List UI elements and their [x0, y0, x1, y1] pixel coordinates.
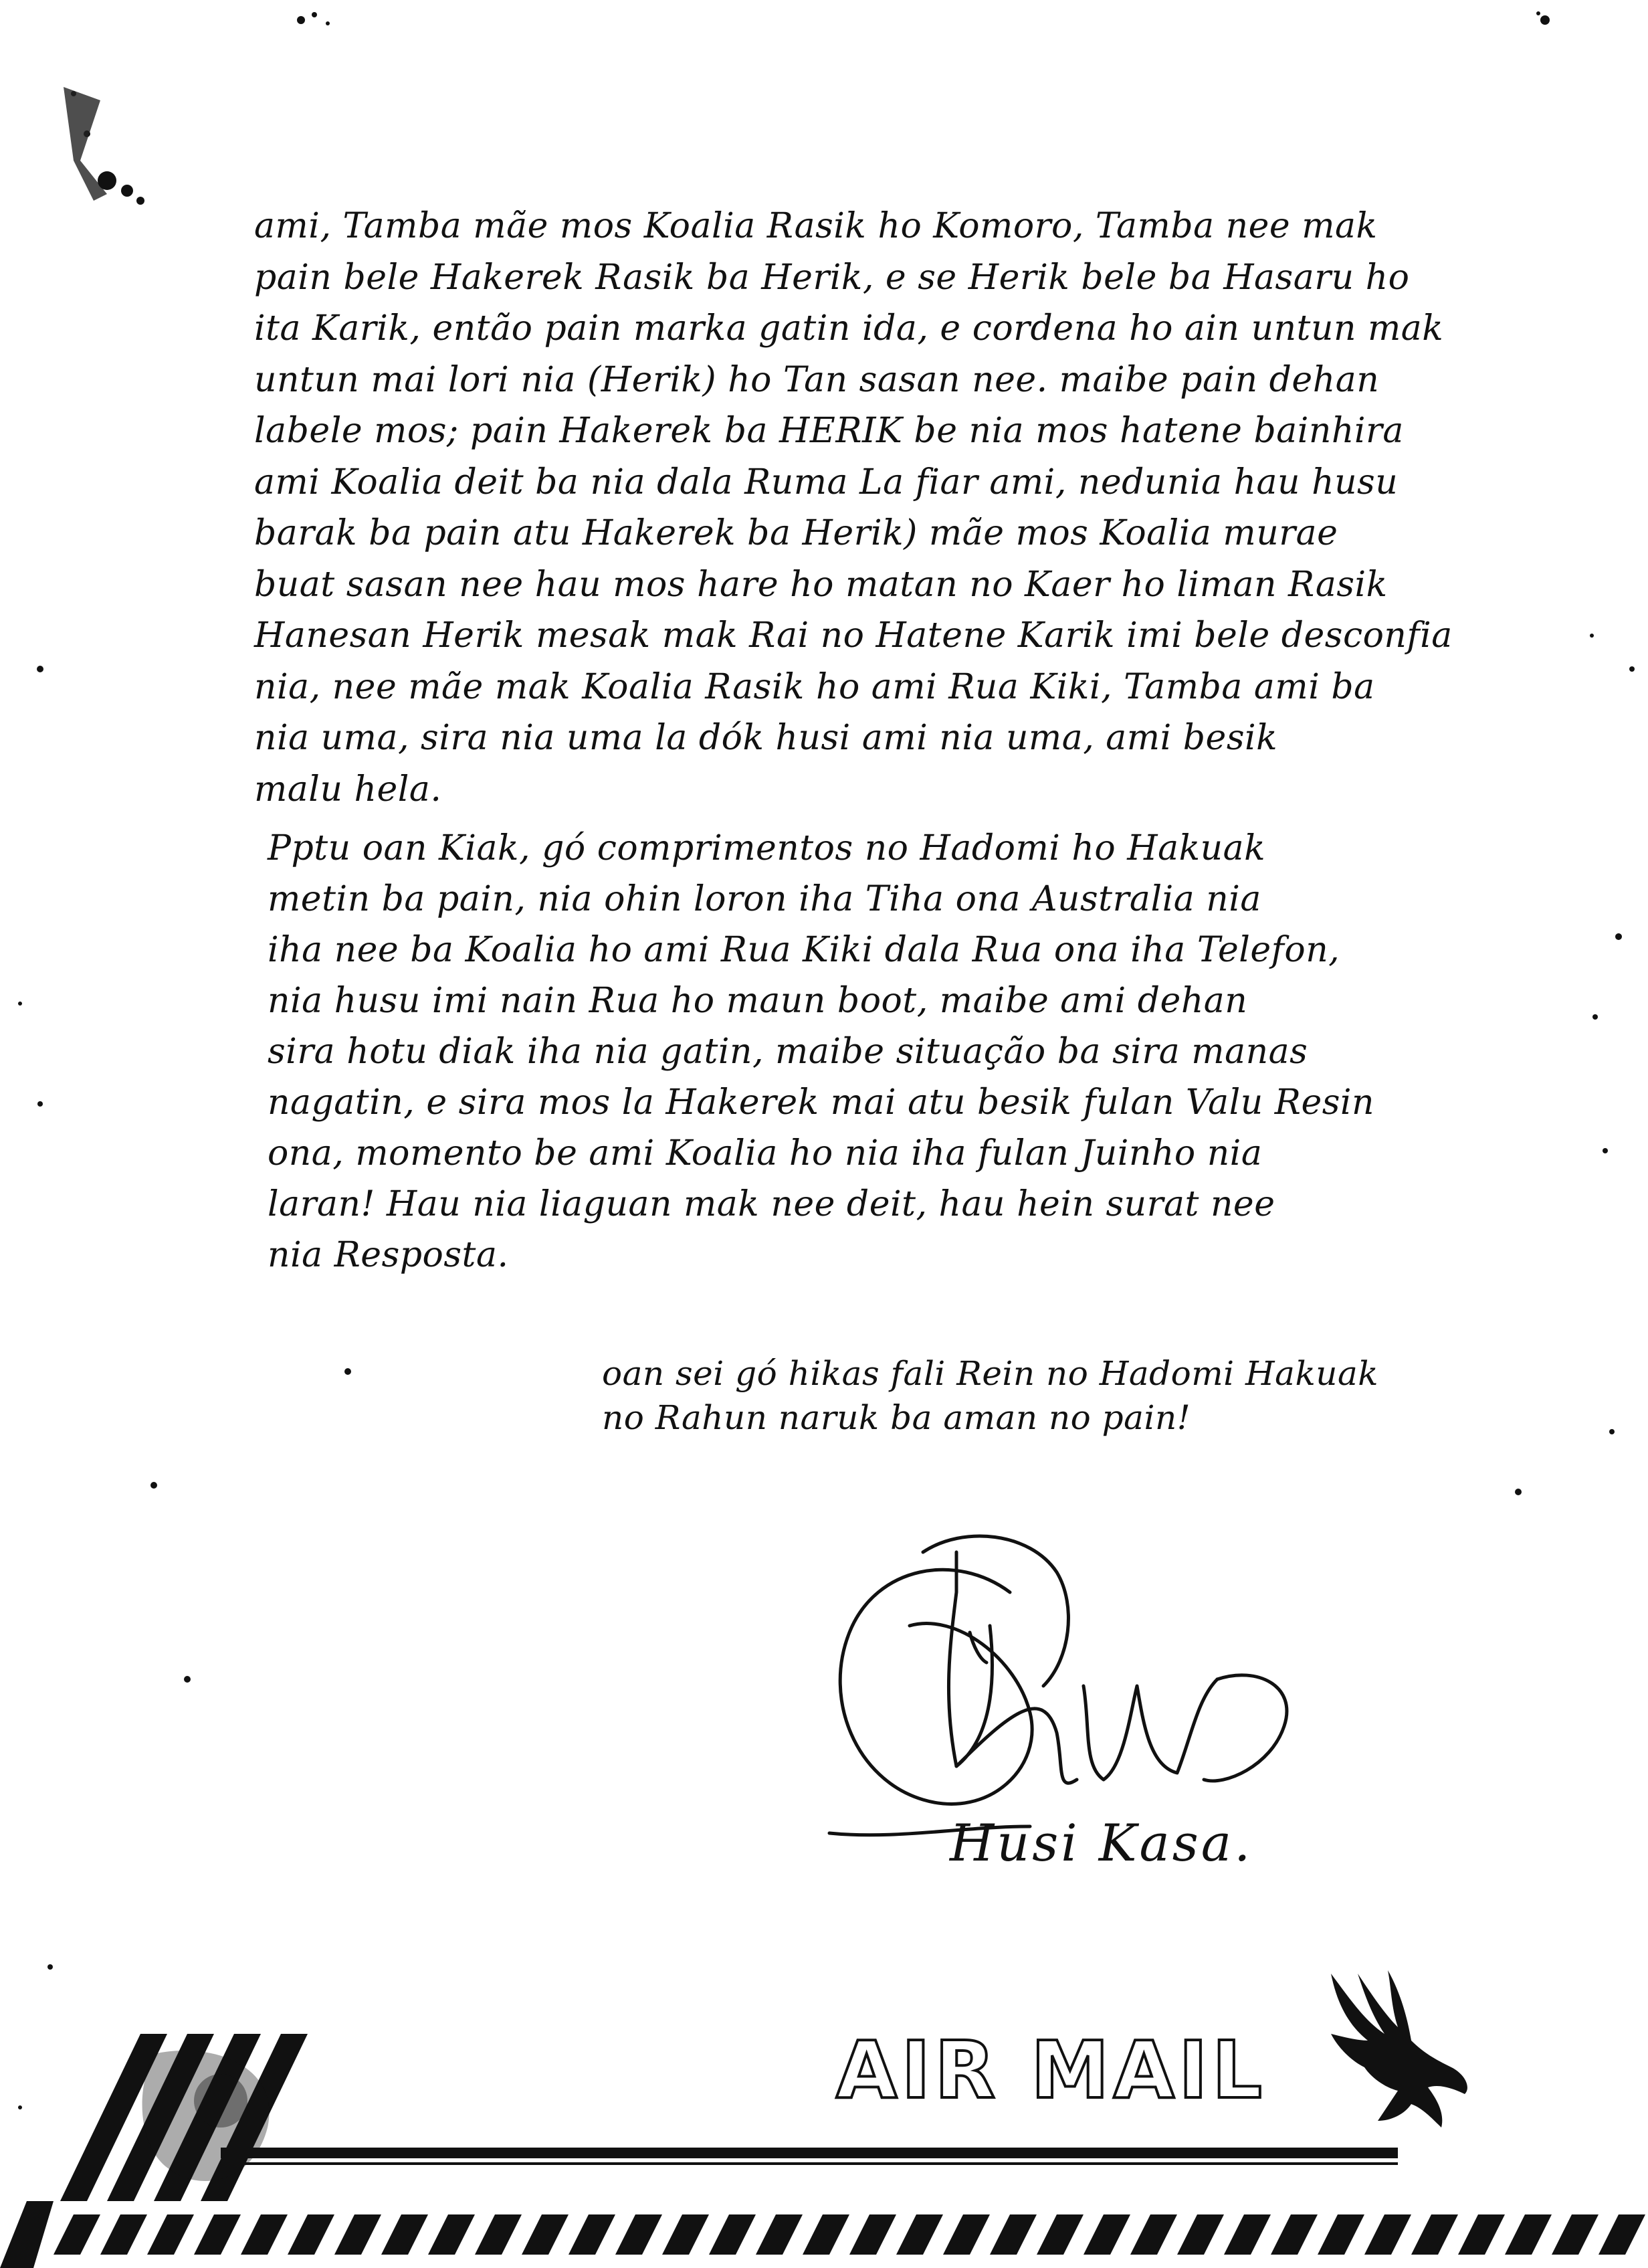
body-line: laran! Hau nia liaguan mak nee deit, hau hein surat nee [268, 1184, 1275, 1224]
closing-line: oan sei gó hikas fali Rein no Hadomi Hakuak [602, 1354, 1379, 1393]
body-line: ami Koalia deit ba nia dala Ruma La fiar ami, nedunia hau husu [254, 462, 1399, 502]
closing-line: no Rahun naruk ba aman no pain! [602, 1398, 1191, 1437]
eagle-icon [1311, 1960, 1485, 2134]
body-line: ami, Tamba mãe mos Koalia Rasik ho Komoro, Tamba nee mak [254, 206, 1378, 246]
body-line: nia, nee mãe mak Koalia Rasik ho ami Rua Kiki, Tamba ami ba [254, 666, 1375, 707]
body-line: Pptu oan Kiak, gó comprimentos no Hadomi ho Hakuak [268, 828, 1266, 868]
body-line: iha nee ba Koalia ho ami Rua Kiki dala Rua ona iha Telefon, [268, 930, 1340, 970]
handwritten-signature [789, 1512, 1351, 1860]
body-line: sira hotu diak iha nia gatin, maibe situação ba sira manas [268, 1032, 1308, 1072]
body-line: barak ba pain atu Hakerek ba Herik) mãe mos Koalia murae [254, 513, 1338, 553]
body-line: malu hela. [254, 769, 442, 810]
airmail-label: AIR MAIL [836, 2024, 1267, 2116]
body-line: buat sasan nee hau mos hare ho matan no Kaer ho liman Rasik [254, 564, 1388, 605]
body-line: nia husu imi nain Rua ho maun boot, maibe ami dehan [268, 981, 1248, 1021]
letter-closing [602, 1351, 1471, 1440]
body-line: metin ba pain, nia ohin loron iha Tiha ona Australia nia [268, 879, 1261, 919]
body-line: nagatin, e sira mos la Hakerek mai atu besik fulan Valu Resin [268, 1082, 1375, 1123]
signer-name: Husi Kasa. [950, 1813, 1253, 1873]
letter-paragraph-2 [268, 823, 1592, 1281]
body-line: labele mos; pain Hakerek ba HERIK be nia mos hatene bainhira [254, 411, 1404, 451]
body-line: ona, momento be ami Koalia ho nia iha fulan Juinho nia [268, 1133, 1263, 1173]
body-line: ita Karik, então pain marka gatin ida, e cordena ho ain untun mak [254, 308, 1444, 349]
body-line: nia uma, sira nia uma la dók husi ami nia uma, ami besik [254, 718, 1278, 758]
body-line: nia Resposta. [268, 1235, 509, 1275]
letter-body [254, 201, 1578, 815]
body-line: Hanesan Herik mesak mak Rai no Hatene Karik imi bele desconfia [254, 616, 1453, 656]
body-line: untun mai lori nia (Herik) ho Tan sasan nee. maibe pain dehan [254, 359, 1380, 400]
body-line: pain bele Hakerek Rasik ba Herik, e se Herik bele ba Hasaru ho [254, 257, 1410, 298]
